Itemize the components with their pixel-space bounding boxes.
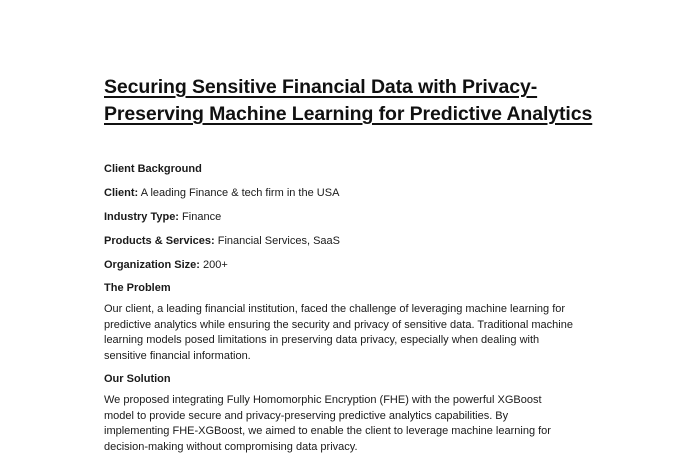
document-title: Securing Sensitive Financial Data with Privacy-Preserving Machine Learning for Predictive Analytics <box>104 76 593 125</box>
org-size-label: Organization Size: <box>104 259 200 271</box>
client-background-heading: Client Background <box>104 163 202 175</box>
products-value: Financial Services, SaaS <box>217 235 340 247</box>
industry-line <box>104 210 574 225</box>
products-line <box>104 234 574 249</box>
client-line <box>104 186 574 201</box>
solution-heading: Our Solution <box>104 373 171 385</box>
industry-label: Industry Type: <box>104 211 179 223</box>
products-label: Products & Services: <box>104 235 215 247</box>
document-body <box>104 162 574 455</box>
problem-paragraph: Our client, a leading financial institution, faced the challenge of leveraging machine learning for predictive analytics while ensuring the security and privacy of sensitive data. Traditional machine learning models posed limitations in preserving data privacy, especially when dealing with sensitive financial information. <box>104 303 573 362</box>
org-size-value: 200+ <box>203 259 228 271</box>
industry-value: Finance <box>182 211 222 223</box>
org-size-line <box>104 258 574 273</box>
client-value: A leading Finance & tech firm in the USA <box>140 187 340 199</box>
client-label: Client: <box>104 187 139 199</box>
problem-heading: The Problem <box>104 282 171 294</box>
solution-paragraph: We proposed integrating Fully Homomorphic Encryption (FHE) with the powerful XGBoost model to provide secure and privacy-preserving predictive analytics capabilities. By implementing FHE-XGBoost, we aimed to enable the client to leverage machine learning for decision-making without compromising data privacy. <box>104 394 551 453</box>
